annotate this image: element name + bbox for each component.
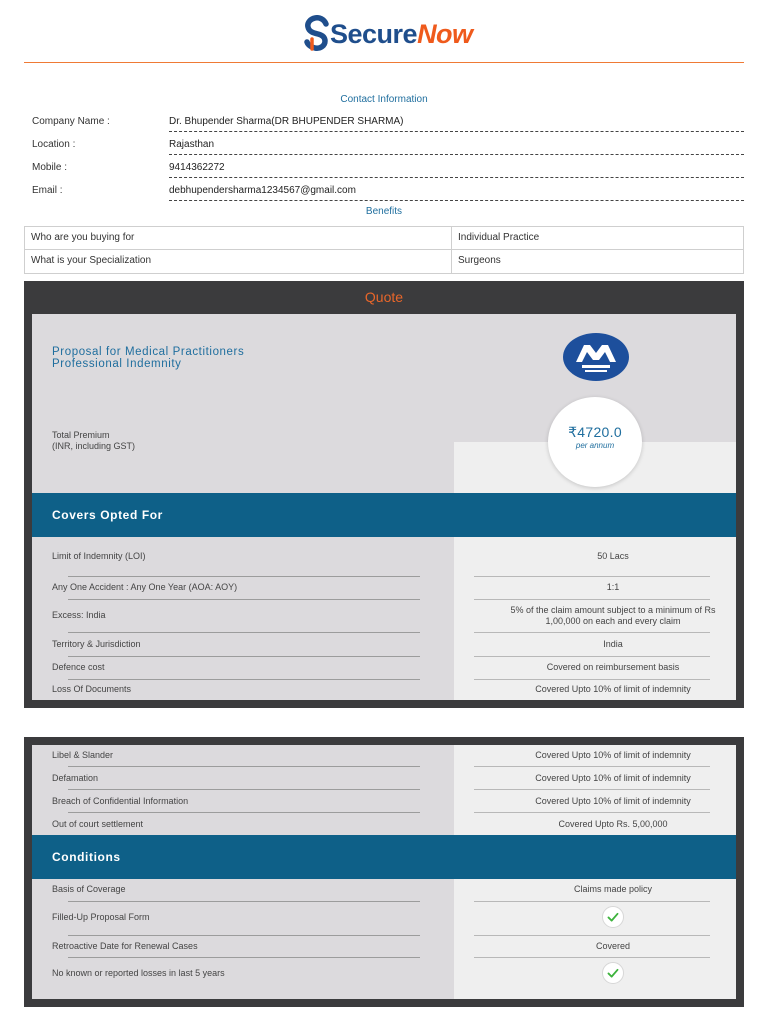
- premium-label-line: Total Premium: [52, 430, 110, 440]
- quote-title: Quote: [364, 289, 404, 305]
- row-divider: [474, 935, 710, 936]
- row-divider: [68, 632, 420, 633]
- cover-value: Covered Upto 10% of limit of indemnity: [535, 796, 691, 806]
- contact-row-location: [24, 135, 744, 155]
- cover-value-line: 1,00,000 on each and every claim: [545, 616, 681, 626]
- condition-label: Filled-Up Proposal Form: [52, 912, 150, 922]
- row-divider: [474, 812, 710, 813]
- page-header: [0, 0, 768, 64]
- benefits-label: Who are you buying for: [25, 227, 452, 249]
- row-divider: [68, 576, 420, 577]
- cover-label: Libel & Slander: [52, 750, 114, 760]
- cover-value: Covered Upto 10% of limit of indemnity: [535, 773, 691, 783]
- contact-label: Company Name :: [32, 116, 110, 127]
- securenow-s-mark-icon: [304, 15, 330, 53]
- row-divider: [68, 656, 420, 657]
- total-premium-label: [52, 430, 135, 452]
- proposal-title-line: Proposal for Medical Practitioners: [52, 346, 245, 358]
- row-divider: [474, 656, 710, 657]
- premium-badge: [548, 397, 642, 487]
- cover-value: 50 Lacs: [597, 551, 629, 561]
- table-row: [25, 250, 743, 273]
- cover-value: Covered on reimbursement basis: [546, 662, 680, 672]
- benefits-table: [24, 226, 744, 274]
- cover-label: Defamation: [52, 773, 99, 783]
- condition-value: Covered: [595, 941, 631, 951]
- cover-label: Loss Of Documents: [52, 684, 132, 694]
- table-row: [25, 227, 743, 250]
- contact-value: Dr. Bhupender Sharma(DR BHUPENDER SHARMA): [169, 116, 744, 132]
- condition-value: [473, 906, 753, 931]
- cover-value: Covered Upto 10% of limit of indemnity: [535, 684, 691, 694]
- cover-label: Any One Accident : Any One Year (AOA: AOY): [52, 582, 238, 592]
- condition-value: [473, 962, 753, 987]
- covers-band: [32, 493, 736, 537]
- cover-label: Out of court settlement: [52, 819, 144, 829]
- cover-value: Covered Upto Rs. 5,00,000: [558, 819, 668, 829]
- contact-label: Location :: [32, 139, 76, 150]
- united-india-insurance-logo-icon: [562, 332, 630, 382]
- row-divider: [68, 599, 420, 600]
- covers-title: Covers Opted For: [52, 508, 163, 522]
- cover-label: Limit of Indemnity (LOI): [52, 551, 146, 561]
- cover-value: 1:1: [606, 582, 620, 592]
- checkmark-icon: [602, 906, 624, 928]
- condition-value: Claims made policy: [573, 884, 653, 894]
- cover-label: Breach of Confidential Information: [52, 796, 189, 806]
- row-divider: [68, 935, 420, 936]
- logo-word-secure: Secure: [330, 19, 418, 49]
- contact-row-mobile: [24, 158, 744, 178]
- benefits-value: Surgeons: [458, 255, 501, 266]
- row-divider: [474, 789, 710, 790]
- conditions-title: Conditions: [52, 850, 121, 864]
- row-divider: [68, 789, 420, 790]
- contact-value: Rajasthan: [169, 139, 744, 155]
- securenow-logo[interactable]: [304, 14, 473, 54]
- row-divider: [68, 901, 420, 902]
- benefits-section-title: Benefits: [365, 206, 403, 217]
- cover-value: Covered Upto 10% of limit of indemnity: [535, 750, 691, 760]
- condition-label: No known or reported losses in last 5 years: [52, 968, 225, 978]
- row-divider: [474, 957, 710, 958]
- contact-value: 9414362272: [169, 162, 744, 178]
- condition-label: Retroactive Date for Renewal Cases: [52, 941, 198, 951]
- contact-section-title: Contact Information: [340, 94, 428, 105]
- row-divider: [474, 679, 710, 680]
- proposal-title-line: Professional Indemnity: [52, 358, 182, 370]
- row-divider: [68, 812, 420, 813]
- premium-amount: ₹4720.0: [568, 424, 622, 440]
- row-divider: [474, 766, 710, 767]
- contact-label: Mobile :: [32, 162, 68, 173]
- contact-row-company: [24, 112, 744, 132]
- conditions-band: [32, 835, 736, 879]
- premium-period: per annum: [575, 441, 615, 450]
- row-divider: [474, 901, 710, 902]
- cover-value: [473, 605, 753, 627]
- row-divider: [474, 632, 710, 633]
- cover-label: Excess: India: [52, 610, 106, 620]
- logo-word-now: Now: [417, 19, 473, 49]
- contact-value: debhupendersharma1234567@gmail.com: [169, 185, 744, 201]
- contact-label: Email :: [32, 185, 63, 196]
- row-divider: [68, 957, 420, 958]
- cover-label: Territory & Jurisdiction: [52, 639, 141, 649]
- proposal-title: [52, 346, 244, 370]
- cover-value-line: 5% of the claim amount subject to a minimum of Rs: [510, 605, 716, 615]
- row-divider: [68, 766, 420, 767]
- condition-label: Basis of Coverage: [52, 884, 126, 894]
- cover-label: Defence cost: [52, 662, 105, 672]
- row-divider: [474, 576, 710, 577]
- checkmark-icon: [602, 962, 624, 984]
- cover-value: India: [603, 639, 623, 649]
- benefits-label: What is your Specialization: [25, 250, 452, 273]
- row-divider: [68, 679, 420, 680]
- contact-row-email: [24, 181, 744, 201]
- benefits-value: Individual Practice: [458, 232, 540, 243]
- row-divider: [474, 599, 710, 600]
- header-divider: [24, 62, 744, 63]
- premium-label-line: (INR, including GST): [52, 441, 136, 451]
